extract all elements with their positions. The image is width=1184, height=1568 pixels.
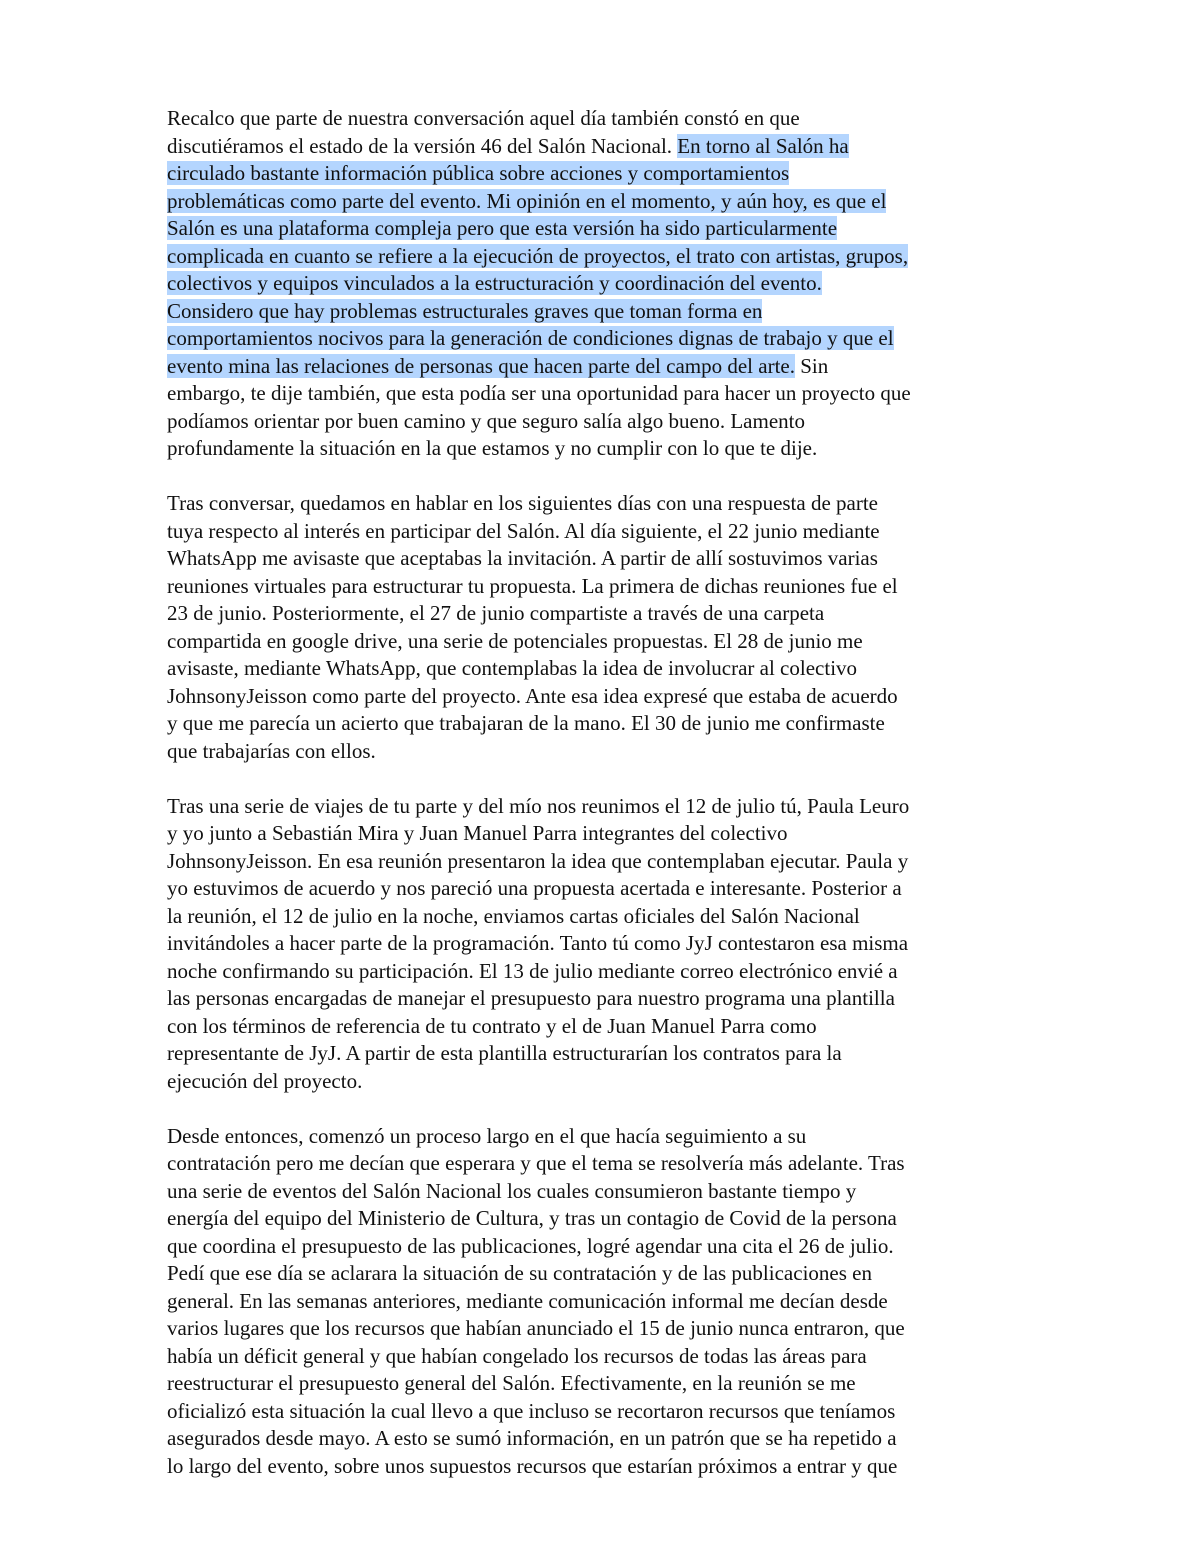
text-line	[167, 270, 1027, 298]
text-line	[167, 600, 1027, 628]
text-line	[167, 1398, 1027, 1426]
text-line	[167, 1370, 1027, 1398]
text-segment: tuya respecto al interés en participar del Salón. Al día siguiente, el 22 junio mediante	[167, 518, 880, 543]
text-line	[167, 1178, 1027, 1206]
text-line	[167, 958, 1027, 986]
text-segment: invitándoles a hacer parte de la programación. Tanto tú como JyJ contestaron esa misma	[167, 931, 909, 955]
text-line	[167, 1068, 1027, 1096]
highlighted-text: Considero que hay problemas estructurales graves que toman forma en	[167, 298, 763, 323]
text-line	[167, 1343, 1027, 1371]
text-line	[167, 490, 1027, 518]
text-segment: que trabajarías con ellos.	[167, 738, 376, 763]
highlighted-text: comportamientos nocivos para la generación de condiciones dignas de trabajo y que el	[167, 326, 894, 350]
text-line	[167, 408, 1027, 436]
text-line	[167, 628, 1027, 656]
text-segment: general. En las semanas anteriores, mediante comunicación informal me decían desde	[167, 1288, 888, 1313]
text-line	[167, 298, 1027, 326]
text-segment: Tras conversar, quedamos en hablar en los siguientes días con una respuesta de parte	[167, 491, 879, 515]
text-segment: había un déficit general y que habían congelado los recursos de todas las áreas para	[167, 1343, 867, 1368]
text-line	[167, 875, 1027, 903]
text-line	[167, 1315, 1027, 1343]
text-line	[167, 930, 1027, 958]
text-segment: lo largo del evento, sobre unos supuestos recursos que estarían próximos a entrar y que	[167, 1453, 898, 1478]
text-line	[167, 353, 1027, 381]
text-line	[167, 435, 1027, 463]
text-segment: JohnsonyJeisson como parte del proyecto. Ante esa idea expresé que estaba de acuerdo	[167, 683, 898, 708]
text-line	[167, 545, 1027, 573]
text-line	[167, 105, 1027, 133]
text-line	[167, 380, 1027, 408]
paragraph	[167, 793, 1027, 1096]
text-line	[167, 573, 1027, 601]
text-line	[167, 188, 1027, 216]
text-segment: energía del equipo del Ministerio de Cultura, y tras un contagio de Covid de la persona	[167, 1206, 897, 1230]
text-segment: Pedí que ese día se aclarara la situación de su contratación y de las publicaciones en	[167, 1261, 872, 1285]
text-segment: con los términos de referencia de tu contrato y el de Juan Manuel Parra como	[167, 1013, 817, 1038]
text-segment: una serie de eventos del Salón Nacional los cuales consumieron bastante tiempo y	[167, 1178, 857, 1203]
highlighted-text: complicada en cuanto se refiere a la ejecución de proyectos, el trato con artistas, grupos,	[167, 243, 909, 268]
text-segment: noche confirmando su participación. El 13 de julio mediante correo electrónico envié a	[167, 958, 898, 983]
highlighted-text: colectivos y equipos vinculados a la estructuración y coordinación del evento.	[167, 271, 822, 295]
document-body	[167, 105, 1027, 1508]
text-line	[167, 325, 1027, 353]
highlighted-text: circulado bastante información pública sobre acciones y comportamientos	[167, 161, 790, 185]
text-segment: profundamente la situación en la que estamos y no cumplir con lo que te dije.	[167, 436, 818, 460]
text-line	[167, 1123, 1027, 1151]
text-segment: avisaste, mediante WhatsApp, que contemplabas la idea de involucrar al colectivo	[167, 656, 858, 680]
text-segment: Recalco que parte de nuestra conversación aquel día también constó en que	[167, 106, 800, 130]
text-line	[167, 793, 1027, 821]
text-segment: reestructurar el presupuesto general del Salón. Efectivamente, en la reunión se me	[167, 1371, 856, 1395]
text-segment: representante de JyJ. A partir de esta plantilla estructurarían los contratos para la	[167, 1041, 842, 1065]
text-line	[167, 710, 1027, 738]
text-segment: reuniones virtuales para estructurar tu propuesta. La primera de dichas reuniones fue el	[167, 573, 898, 598]
highlighted-text: En torno al Salón ha	[677, 133, 849, 158]
text-line	[167, 1425, 1027, 1453]
text-line	[167, 848, 1027, 876]
text-segment: asegurados desde mayo. A esto se sumó información, en un patrón que se ha repetido a	[167, 1426, 897, 1450]
highlighted-text: Salón es una plataforma compleja pero que esta versión ha sido particularmente	[167, 216, 838, 240]
text-segment: que coordina el presupuesto de las publicaciones, logré agendar una cita el 26 de julio.	[167, 1233, 894, 1258]
paragraph	[167, 1123, 1027, 1481]
text-line	[167, 1288, 1027, 1316]
text-line	[167, 1205, 1027, 1233]
text-line	[167, 133, 1027, 161]
text-line	[167, 160, 1027, 188]
text-line	[167, 655, 1027, 683]
text-segment: discutiéramos el estado de la versión 46 del Salón Nacional.	[167, 133, 678, 158]
text-segment: Desde entonces, comenzó un proceso largo en el que hacía seguimiento a su	[167, 1123, 807, 1148]
text-line	[167, 683, 1027, 711]
text-line	[167, 1260, 1027, 1288]
text-segment: y que me parecía un acierto que trabajaran de la mano. El 30 de junio me confirmaste	[167, 711, 885, 735]
text-line	[167, 903, 1027, 931]
text-segment: 23 de junio. Posteriormente, el 27 de junio compartiste a través de una carpeta	[167, 601, 825, 625]
text-line	[167, 243, 1027, 271]
paragraph	[167, 490, 1027, 765]
text-segment: embargo, te dije también, que esta podía ser una oportunidad para hacer un proyecto que	[167, 381, 911, 405]
text-segment: y yo junto a Sebastián Mira y Juan Manuel Parra integrantes del colectivo	[167, 821, 788, 845]
text-segment: varios lugares que los recursos que habían anunciado el 15 de junio nunca entraron, que	[167, 1316, 905, 1340]
text-line	[167, 820, 1027, 848]
text-line	[167, 1150, 1027, 1178]
highlighted-text: evento mina las relaciones de personas que hacen parte del campo del arte.	[167, 353, 795, 378]
text-line	[167, 985, 1027, 1013]
text-segment: contratación pero me decían que esperara y que el tema se resolvería más adelante. Tras	[167, 1151, 905, 1175]
text-line	[167, 738, 1027, 766]
text-segment: compartida en google drive, una serie de potenciales propuestas. El 28 de junio me	[167, 628, 863, 653]
text-line	[167, 1453, 1027, 1481]
text-segment: oficializó esta situación la cual llevo a que incluso se recortaron recursos que teníamos	[167, 1398, 896, 1423]
text-line	[167, 1013, 1027, 1041]
text-segment: WhatsApp me avisaste que aceptabas la invitación. A partir de allí sostuvimos varias	[167, 546, 878, 570]
highlighted-text: problemáticas como parte del evento. Mi opinión en el momento, y aún hoy, es que el	[167, 188, 887, 213]
text-segment: ejecución del proyecto.	[167, 1068, 363, 1093]
text-segment: la reunión, el 12 de julio en la noche, enviamos cartas oficiales del Salón Nacional	[167, 903, 860, 928]
text-line	[167, 1040, 1027, 1068]
text-line	[167, 518, 1027, 546]
text-segment: Sin	[794, 353, 829, 378]
text-segment: las personas encargadas de manejar el presupuesto para nuestro programa una plantilla	[167, 986, 895, 1010]
text-segment: podíamos orientar por buen camino y que seguro salía algo bueno. Lamento	[167, 408, 805, 433]
text-segment: Tras una serie de viajes de tu parte y del mío nos reunimos el 12 de julio tú, Paula Leuro	[167, 793, 910, 818]
text-segment: yo estuvimos de acuerdo y nos pareció una propuesta acertada e interesante. Posterior a	[167, 876, 902, 900]
paragraph	[167, 105, 1027, 463]
text-segment: JohnsonyJeisson. En esa reunión presentaron la idea que contemplaban ejecutar. Paula y	[167, 848, 909, 873]
text-line	[167, 1233, 1027, 1261]
text-line	[167, 215, 1027, 243]
